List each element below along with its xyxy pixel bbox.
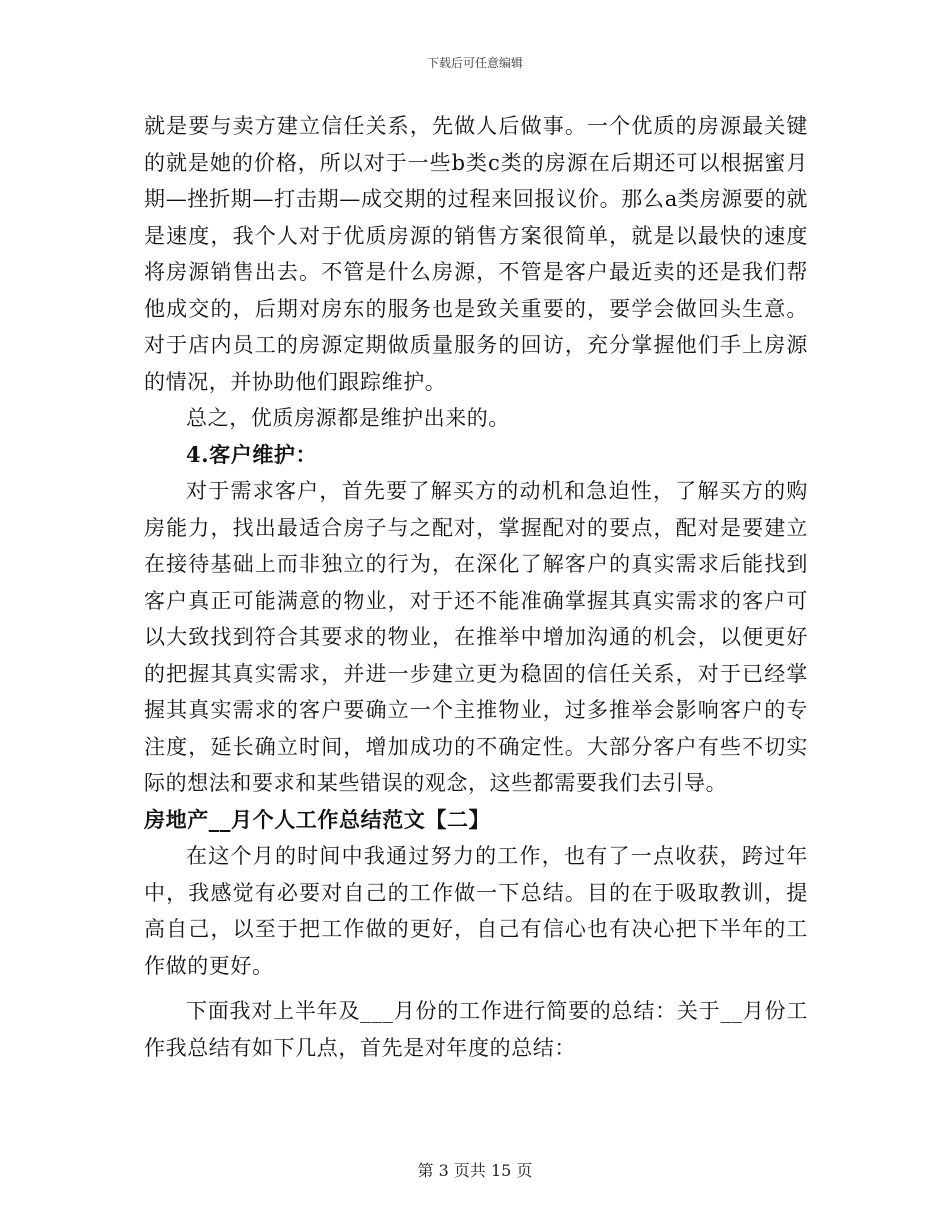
page-number-footer: 第 3 页共 15 页: [417, 1161, 533, 1180]
paragraph-continued: 就是要与卖方建立信任关系，先做人后做事。一个优质的房源最关键的就是她的价格，所以对于一些b类c类的房源在后期还可以根据蜜月期—挫折期—打击期—成交期的过程来回报议价。那么a类房源要的就是速度，我个人对于优质房源的销售方案很简单，就是以最快的速度将房源销售出去。不管是什么房源，不管是客户最近卖的还是我们帮他成交的，后期对房东的服务也是致关重要的，要学会做回头生意。对于店内员工的房源定期做质量服务的回访，充分掌握他们手上房源的情况，并协助他们跟踪维护。: [144, 114, 808, 394]
paragraph-summary: 总之，优质房源都是维护出来的。: [186, 406, 510, 430]
document-body: [144, 108, 808, 1066]
page-header: 下载后可任意编辑: [426, 56, 523, 70]
paragraph-customer-maintenance: 对于需求客户，首先要了解买方的动机和急迫性，了解买方的购房能力，找出最适合房子与之配对，掌握配对的要点，配对是要建立在接待基础上而非独立的行为，在深化了解客户的真实需求后能找到客户真正可能满意的物业，对于还不能准确掌握其真实需求的客户可以大致找到符合其要求的物业，在推举中增加沟通的机会，以便更好的把握其真实需求，并进一步建立更为稳固的信任关系，对于已经掌握其真实需求的客户要确立一个主推物业，过多推举会影响客户的专注度，延长确立时间，增加成功的不确定性。大部分客户有些不切实际的想法和要求和某些错误的观念，这些都需要我们去引导。: [144, 479, 808, 795]
paragraph-intro: 在这个月的时间中我通过努力的工作，也有了一点收获，跨过年中，我感觉有必要对自己的工作做一下总结。目的在于吸取教训，提高自己，以至于把工作做的更好，自己有信心也有决心把下半年的工作做的更好。: [144, 844, 808, 978]
subheading-customer-maintenance: 4.客户维护：: [186, 441, 318, 467]
section-title: 房地产__月个人工作总结范文【二】: [144, 806, 491, 832]
paragraph-overview: 下面我对上半年及___月份的工作进行简要的总结：关于__月份工作我总结有如下几点，首先是对年度的总结：: [144, 999, 808, 1060]
